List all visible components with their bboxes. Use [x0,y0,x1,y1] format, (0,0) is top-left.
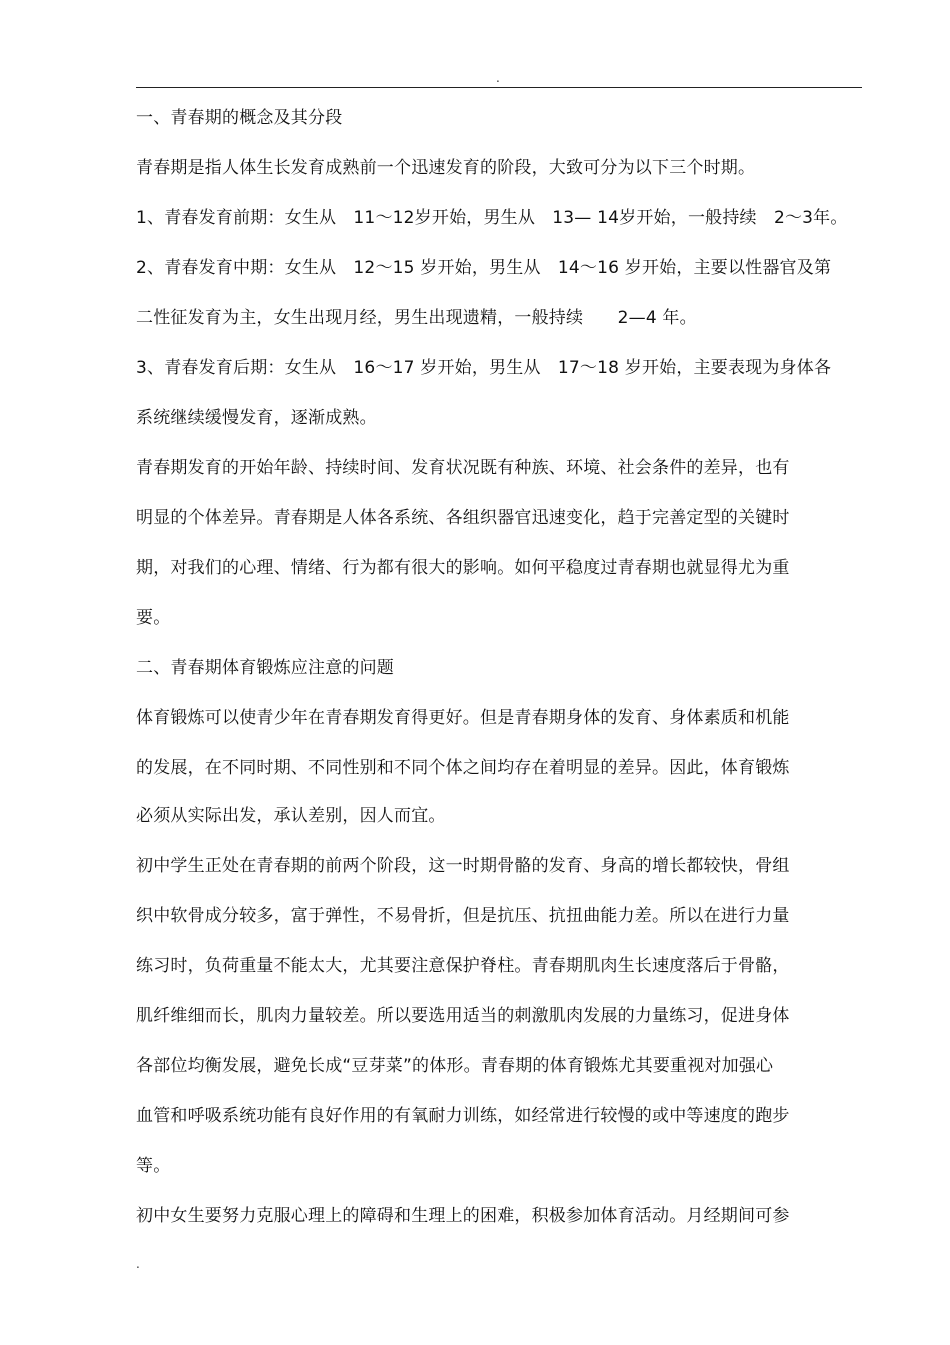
header-rule [136,87,862,88]
text-line: 血管和呼吸系统功能有良好作用的有氧耐力训练，如经常进行较慢的或中等速度的跑步 [136,1106,790,1126]
text-line: 练习时，负荷重量不能太大，尤其要注意保护脊柱。青春期肌肉生长速度落后于骨骼， [136,956,790,976]
text-line: 明显的个体差异。青春期是人体各系统、各组织器官迅速变化，趋于完善定型的关键时 [136,508,790,528]
text-line: 3、青春发育后期：女生从 16～17 岁开始，男生从 17～18 岁开始，主要表现为身体各 [136,358,832,378]
header-mark: . [496,71,500,85]
text-line: 初中学生正处在青春期的前两个阶段，这一时期骨骼的发育、身高的增长都较快，骨组 [136,856,790,876]
text-line: 青春期发育的开始年龄、持续时间、发育状况既有种族、环境、社会条件的差异，也有 [136,458,790,478]
text-line: 期，对我们的心理、情绪、行为都有很大的影响。如何平稳度过青春期也就显得尤为重 [136,558,790,578]
text-line: 二性征发育为主，女生出现月经，男生出现遗精，一般持续 2—4 年。 [136,308,697,328]
text-line: 肌纤维细而长，肌肉力量较差。所以要选用适当的刺激肌肉发展的力量练习，促进身体 [136,1006,790,1026]
footer-mark: . [136,1257,140,1271]
text-line: 系统继续缓慢发育，逐渐成熟。 [136,408,377,428]
text-line: 1、青春发育前期：女生从 11～12岁开始，男生从 13— 14岁开始，一般持续 2～3年。 [136,208,848,228]
text-line: 各部位均衡发展，避免长成“豆芽菜”的体形。青春期的体育锻炼尤其要重视对加强心 [136,1056,774,1076]
text-line: 体育锻炼可以使青少年在青春期发育得更好。但是青春期身体的发育、身体素质和机能 [136,708,790,728]
text-line: 青春期是指人体生长发育成熟前一个迅速发育的阶段，大致可分为以下三个时期。 [136,158,756,178]
text-line: 织中软骨成分较多，富于弹性，不易骨折，但是抗压、抗扭曲能力差。所以在进行力量 [136,906,790,926]
text-line: 2、青春发育中期：女生从 12～15 岁开始，男生从 14～16 岁开始，主要以性器官及第 [136,258,832,278]
text-line: 要。 [136,608,171,628]
text-line: 必须从实际出发，承认差别，因人而宜。 [136,806,446,826]
text-line: 初中女生要努力克服心理上的障碍和生理上的困难，积极参加体育活动。月经期间可参 [136,1206,790,1226]
section-heading-2: 二、青春期体育锻炼应注意的问题 [136,658,394,678]
text-line: 的发展，在不同时期、不同性别和不同个体之间均存在着明显的差异。因此，体育锻炼 [136,758,790,778]
section-heading-1: 一、青春期的概念及其分段 [136,108,343,128]
text-line: 等。 [136,1156,171,1176]
